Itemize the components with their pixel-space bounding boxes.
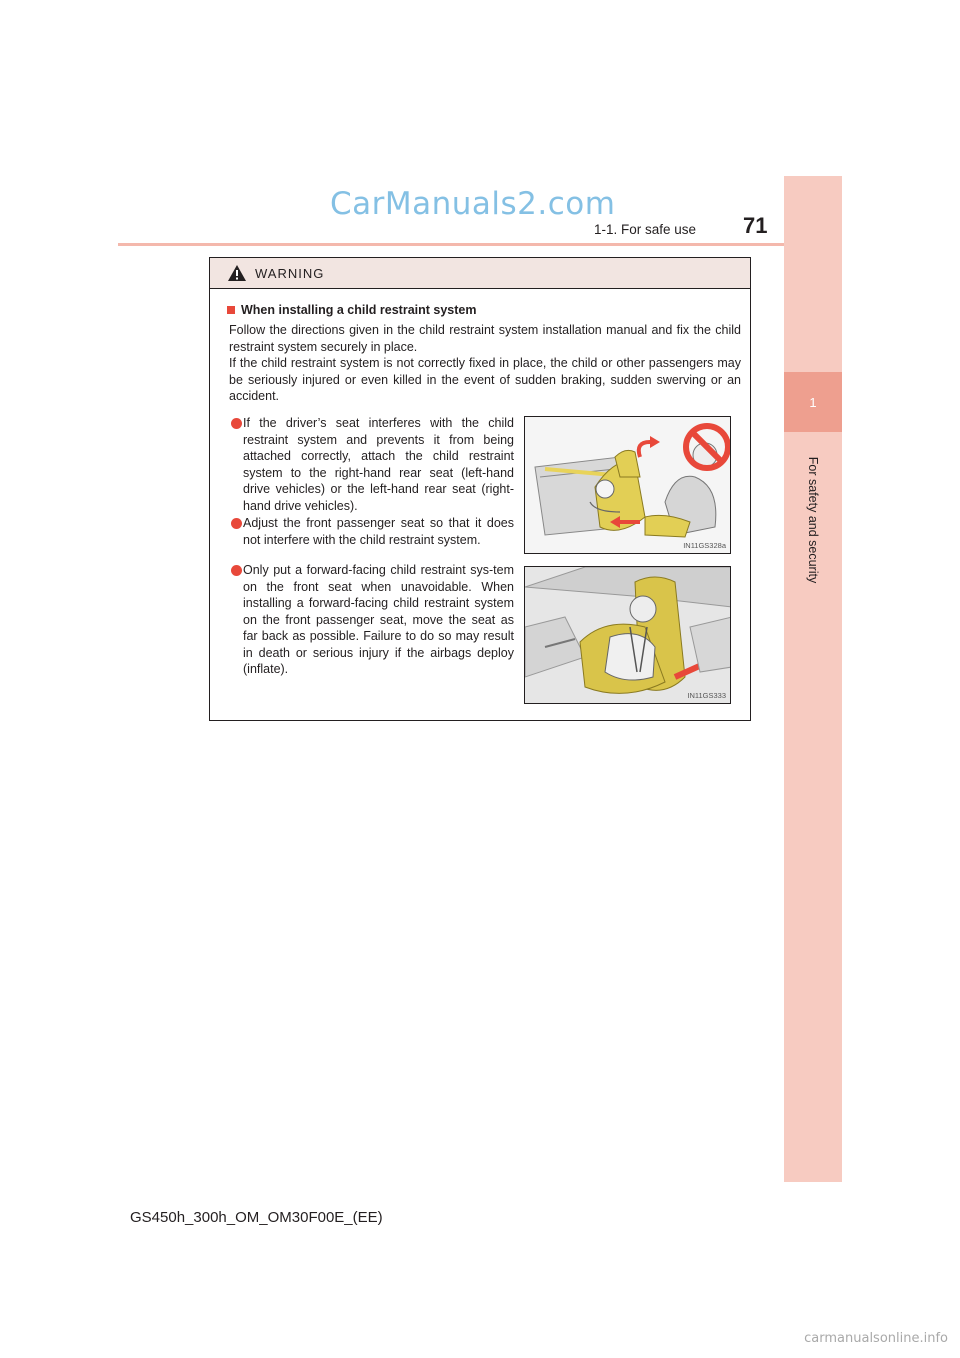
watermark-top: CarManuals2.com (330, 186, 616, 222)
square-bullet-icon (227, 306, 235, 314)
warning-triangle-icon (227, 264, 247, 282)
warning-section-title-text: When installing a child restraint system (241, 303, 477, 317)
warning-paragraph-2: If the child restraint system is not correctly fixed in place, the child or other passengers may be seriously injured or even killed in the event of sudden braking, sudden swerving or an accident. (229, 356, 741, 404)
watermark-bottom: carmanualsonline.info (804, 1331, 948, 1346)
figure-code: IN11GS333 (687, 691, 726, 700)
warning-box (209, 257, 751, 721)
bullet-text: Adjust the front passenger seat so that it does not interfere with the child restraint system. (243, 516, 514, 547)
footer-model: GS450h_300h_OM_OM30F00E_(EE) (130, 1209, 383, 1226)
warning-paragraph (229, 322, 741, 405)
header-rule (118, 243, 842, 246)
warning-section-title (227, 303, 476, 317)
child-seat-installation-figure (524, 416, 731, 554)
chapter-label (784, 440, 842, 600)
bullet-item (231, 562, 514, 678)
bullet-text: If the driver’s seat interferes with the child restraint system and prevents it from being attached correctly, attach the child restraint system to the right-hand rear seat (left-hand drive vehicles) or the left-hand rear seat (right-hand drive vehicles). (243, 416, 514, 513)
bullet-item (231, 415, 514, 514)
forward-facing-seat-illustration (525, 567, 731, 704)
warning-header (210, 258, 750, 289)
warning-title: WARNING (255, 265, 325, 281)
child-seat-rear-illustration (525, 417, 731, 554)
forward-facing-seat-figure (524, 566, 731, 704)
bullet-dot-icon (231, 418, 242, 429)
page-number: 71 (743, 213, 768, 238)
bullet-dot-icon (231, 565, 242, 576)
warning-paragraph-1: Follow the directions given in the child restraint system installation manual and fix the child restraint system securely in place. (229, 323, 741, 354)
bullet-dot-icon (231, 518, 242, 529)
side-tab (784, 176, 842, 1182)
chapter-label-text: For safety and security (806, 456, 821, 584)
figure-code: IN11GS328a (683, 541, 726, 550)
bullet-item (231, 515, 514, 548)
section-header: 1-1. For safe use (594, 222, 697, 237)
bullet-text: Only put a forward-facing child restraint sys-tem on the front seat when unavoidable. When installing a forward-facing child restraint system on the front passenger seat, move the seat as far back as possible. Failure to do so may result in death or serious injury if the airbags deploy (inflate). (243, 563, 514, 676)
chapter-number: 1 (784, 372, 842, 432)
